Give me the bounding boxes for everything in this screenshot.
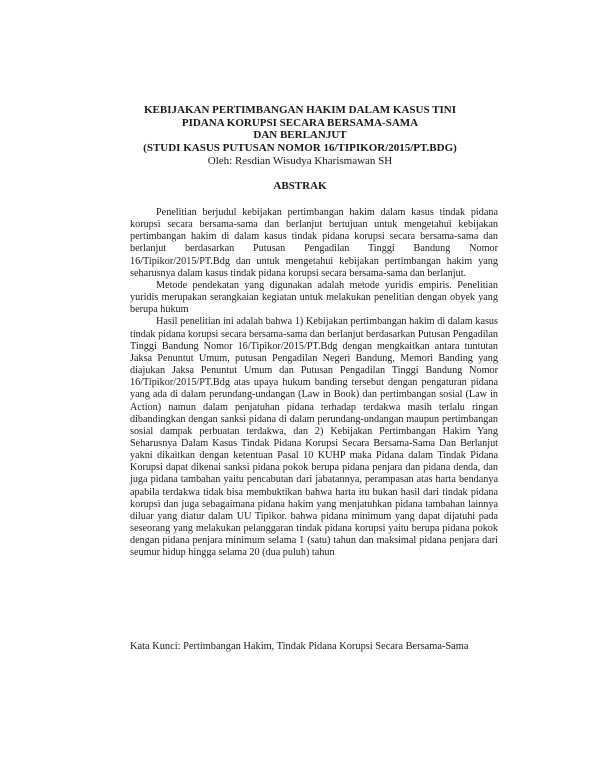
- title-line-2: PIDANA KORUPSI SECARA BERSAMA-SAMA: [181, 116, 419, 129]
- title-line-4: (STUDI KASUS PUTUSAN NOMOR 16/TIPIKOR/2015/PT.BDG): [143, 141, 457, 154]
- title-line-3: DAN BERLANJUT: [253, 129, 347, 141]
- author-line: Oleh: Resdian Wisudya Kharismawan SH: [207, 155, 393, 167]
- abstract-heading: ABSTRAK: [273, 180, 327, 192]
- paper-title: [100, 104, 500, 154]
- keywords-line: Kata Kunci: Pertimbangan Hakim, Tindak Pidana Korupsi Secara Bersama-Sama: [130, 641, 469, 652]
- title-line-1: KEBIJAKAN PERTIMBANGAN HAKIM DALAM KASUS TINI: [143, 104, 457, 116]
- abstract-body: [130, 207, 498, 560]
- abstract-paragraph-2: Metode pendekatan yang digunakan adalah metode yuridis empiris. Penelitian yuridis merupakan serangkaian kegiatan untuk melakukan penelitian dengan obyek yang berupa hukum: [130, 279, 498, 316]
- abstract-paragraph-1: Penelitian berjudul kebijakan pertimbangan hakim dalam kasus tindak pidana korupsi secara bersama-sama dan berlanjut bertujuan untuk mengetahui kebijakan pertimbangan hakim di dalam kasus tindak pidana korupsi secara bersama-sama dan berlanjut berdasarkan Putusan Pengadilan Tinggi Bandung Nomor 16/Tipikor/2015/PT.Bdg dan untuk mengetahui kebijakan pertimbangan hakim yang seharusnya dalam kasus tindak pidana korupsi secara bersama-sama dan berlanjut.: [130, 207, 498, 279]
- abstract-paragraph-3: Hasil penelitian ini adalah bahwa 1) Kebijakan pertimbangan hakim di dalam kasus tindak pidana korupsi secara bersama-sama dan berlanjut berdasarkan Putusan Pengadilan Tinggi Bandung Nomor 16/Tipikor/2015/PT.Bdg dengan mengkaitkan antara tuntutan Jaksa Penuntut Umum, putusan Pengadilan Negeri Bandung, Memori Banding yang diajukan Jaksa Penuntut Umum dan Putusan Pengadilan Tinggi Bandung Nomor 16/Tipikor/2015/PT.Bdg atas upaya hukum banding tersebut dengan pengaturan pidana yang ada di dalam perundang-undangan (Law in Book) dan pertimbangan sosial (Law in Action) namun dalam penjatuhan pidana terhadap terdakwa masih terlalu ringan dibandingkan dengan sanksi pidana di dalam perundang-undangan maupun pertimbangan sosial dampak perbuatan terdakwa, dan 2) Kebijakan Pertimbangan Hakim Yang Seharusnya Dalam Kasus Tindak Pidana Korupsi Secara Bersama-Sama Dan Berlanjut yakni dikaitkan dengan ketentuan Pasal 10 KUHP maka Pidana dalam Tindak Pidana Korupsi dapat dikenai sanksi pidana pokok berupa pidana penjara dan pidana denda, dan juga pidana tambahan yaitu pencabutan dari jabatannya, perampasan atas harta bendanya apabila terdakwa tidak bisa membuktikan bahwa harta itu bukan hasil dari tindak pidana korupsi dan juga sebagaimana pidana hakim yang menjatuhkan pidana tambahan lainnya diluar yang diatur dalam UU Tipikor. bahwa pidana minimum yang dapat dijatuhi pada seseorang yang melakukan pelanggaran tindak pidana korupsi yaitu berupa pidana pokok dengan pidana penjara minimum selama 1 (satu) tahun dan maksimal pidana penjara dari seumur hidup hingga selama 20 (dua puluh) tahun: [130, 316, 498, 559]
